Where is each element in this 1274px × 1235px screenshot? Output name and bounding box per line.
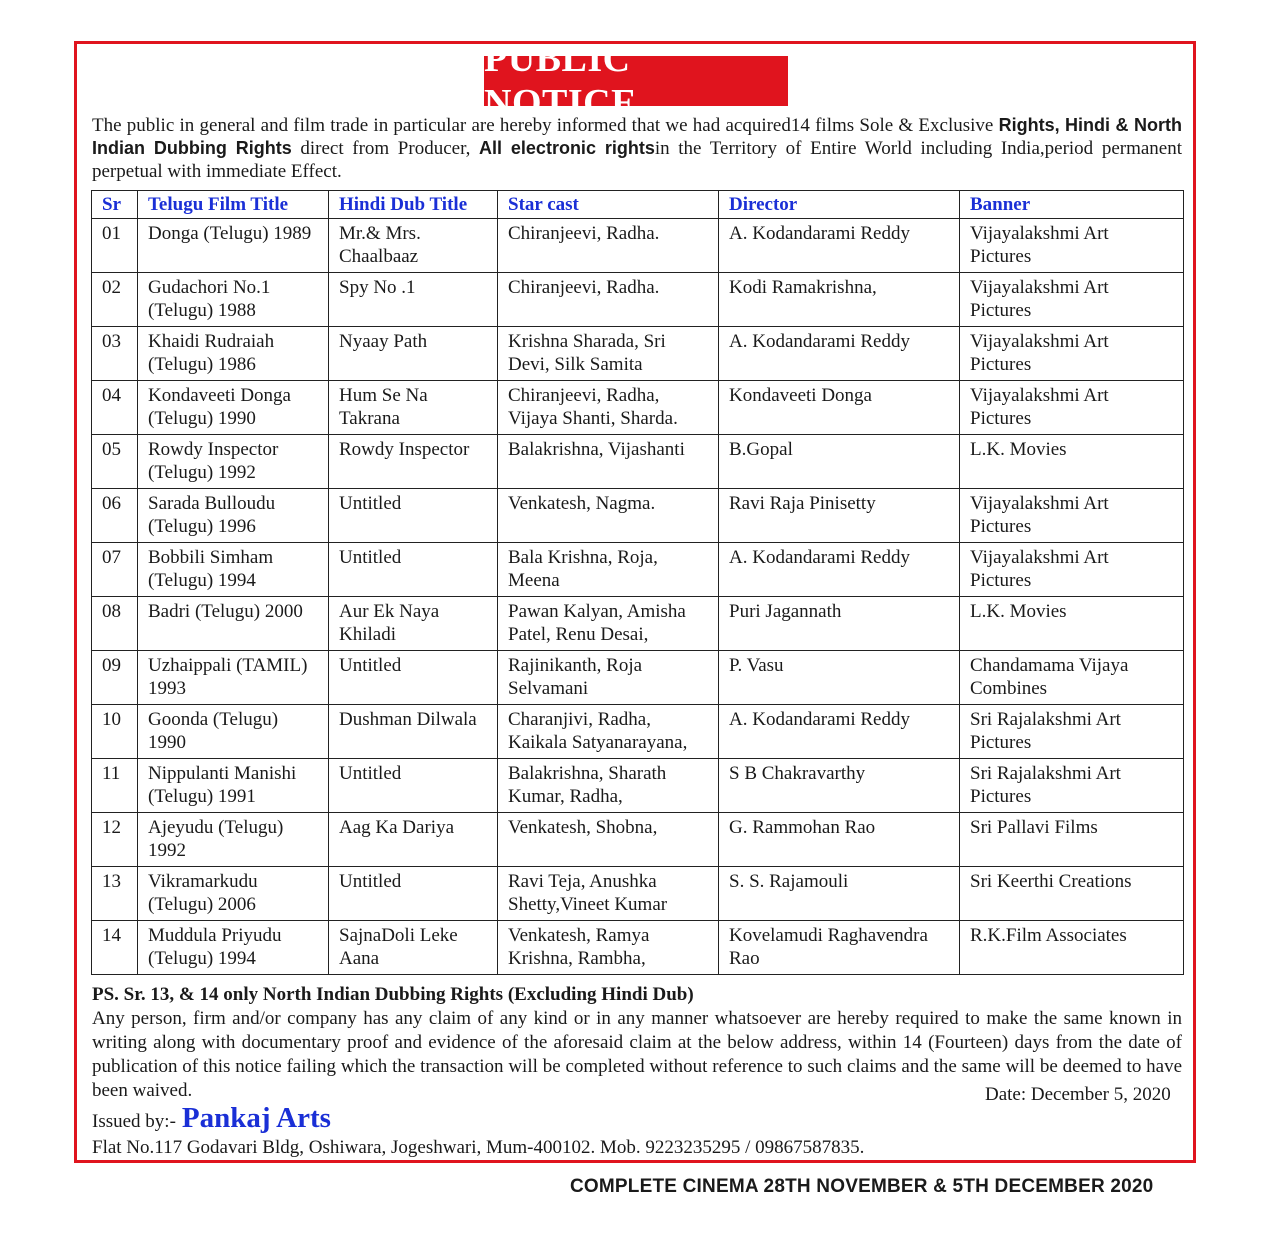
header-telugu-title: Telugu Film Title [138,191,329,219]
table-row [92,921,1184,975]
row-sr: 04 [92,381,138,435]
row-star-cast: Venkatesh, Nagma. [498,489,719,543]
intro-paragraph [92,114,1182,183]
row-hindi-title: Untitled [329,651,498,705]
row-banner: Vijayalakshmi Art Pictures [960,219,1184,273]
row-banner: Vijayalakshmi Art Pictures [960,327,1184,381]
row-star-cast: Charanjivi, Radha, Kaikala Satyanarayana, [498,705,719,759]
row-star-cast: Balakrishna, Vijashanti [498,435,719,489]
header-hindi-title: Hindi Dub Title [329,191,498,219]
intro-text-1: The public in general and film trade in particular are hereby informed that we had acquired14 films Sole & Exclusive [92,115,999,136]
notice-date: Date: December 5, 2020 [985,1084,1171,1105]
table-row [92,597,1184,651]
row-banner: R.K.Film Associates [960,921,1184,975]
row-hindi-title: Rowdy Inspector [329,435,498,489]
row-director: A. Kodandarami Reddy [719,705,960,759]
row-sr: 06 [92,489,138,543]
row-star-cast: Pawan Kalyan, Amisha Patel, Renu Desai, [498,597,719,651]
table-header-row [92,191,1184,219]
intro-bold-1: Rights, Hindi & North Indian Dubbing Rights [92,115,1183,158]
row-sr: 11 [92,759,138,813]
row-director: Kodi Ramakrishna, [719,273,960,327]
table-row [92,705,1184,759]
row-telugu-title: Sarada Bulloudu (Telugu) 1996 [138,489,329,543]
table-row [92,759,1184,813]
row-telugu-title: Nippulanti Manishi (Telugu) 1991 [138,759,329,813]
header-star-cast: Star cast [498,191,719,219]
row-director: A. Kodandarami Reddy [719,327,960,381]
row-sr: 13 [92,867,138,921]
row-banner: L.K. Movies [960,597,1184,651]
row-hindi-title: Aur Ek Naya Khiladi [329,597,498,651]
films-table [91,190,1184,975]
issuer-address: Flat No.117 Godavari Bldg, Oshiwara, Jogeshwari, Mum-400102. Mob. 9223235295 / 09867587835. [92,1137,865,1158]
issued-label: Issued by:- [92,1111,176,1132]
row-star-cast: Chiranjeevi, Radha. [498,273,719,327]
issuer-name: Pankaj Arts [181,1102,331,1134]
table-row [92,651,1184,705]
row-director: Puri Jagannath [719,597,960,651]
row-sr: 14 [92,921,138,975]
row-banner: Vijayalakshmi Art Pictures [960,381,1184,435]
row-hindi-title: Aag Ka Dariya [329,813,498,867]
row-star-cast: Venkatesh, Ramya Krishna, Rambha, [498,921,719,975]
table-row [92,381,1184,435]
row-banner: Vijayalakshmi Art Pictures [960,489,1184,543]
row-banner: Sri Rajalakshmi Art Pictures [960,705,1184,759]
intro-bold-2: All electronic rights [479,138,655,158]
row-hindi-title: Mr.& Mrs. Chaalbaaz [329,219,498,273]
row-banner: L.K. Movies [960,435,1184,489]
row-banner: Sri Rajalakshmi Art Pictures [960,759,1184,813]
row-sr: 05 [92,435,138,489]
table-row [92,219,1184,273]
row-telugu-title: Gudachori No.1 (Telugu) 1988 [138,273,329,327]
issued-by [92,1102,331,1135]
row-telugu-title: Bobbili Simham (Telugu) 1994 [138,543,329,597]
row-hindi-title: Untitled [329,867,498,921]
row-director: S. S. Rajamouli [719,867,960,921]
row-banner: Chandamama Vijaya Combines [960,651,1184,705]
header-director: Director [719,191,960,219]
row-telugu-title: Goonda (Telugu) 1990 [138,705,329,759]
table-row [92,867,1184,921]
row-sr: 01 [92,219,138,273]
table-row [92,813,1184,867]
row-telugu-title: Vikramarkudu (Telugu) 2006 [138,867,329,921]
row-hindi-title: Hum Se Na Takrana [329,381,498,435]
publication-footer: COMPLETE CINEMA 28TH NOVEMBER & 5TH DECEMBER 2020 [570,1176,1154,1197]
row-star-cast: Krishna Sharada, Sri Devi, Silk Samita [498,327,719,381]
row-banner: Vijayalakshmi Art Pictures [960,273,1184,327]
row-hindi-title: Nyaay Path [329,327,498,381]
intro-text-3: in the Territory of Entire World including India,period permanent perpetual with immediate Effect. [92,138,1182,182]
row-director: Ravi Raja Pinisetty [719,489,960,543]
row-director: B.Gopal [719,435,960,489]
row-banner: Sri Pallavi Films [960,813,1184,867]
row-sr: 07 [92,543,138,597]
row-director: A. Kodandarami Reddy [719,543,960,597]
ps-note: PS. Sr. 13, & 14 only North Indian Dubbing Rights (Excluding Hindi Dub) [92,984,694,1005]
row-telugu-title: Khaidi Rudraiah (Telugu) 1986 [138,327,329,381]
table-row [92,489,1184,543]
row-hindi-title: Dushman Dilwala [329,705,498,759]
header-sr: Sr [92,191,138,219]
row-telugu-title: Kondaveeti Donga (Telugu) 1990 [138,381,329,435]
row-banner: Vijayalakshmi Art Pictures [960,543,1184,597]
row-director: G. Rammohan Rao [719,813,960,867]
row-star-cast: Bala Krishna, Roja, Meena [498,543,719,597]
intro-text-2: direct from Producer, [291,138,480,159]
row-director: Kondaveeti Donga [719,381,960,435]
row-star-cast: Chiranjeevi, Radha, Vijaya Shanti, Sharda. [498,381,719,435]
notice-title: PUBLIC NOTICE [484,56,788,106]
row-hindi-title: Untitled [329,489,498,543]
row-sr: 12 [92,813,138,867]
row-telugu-title: Muddula Priyudu (Telugu) 1994 [138,921,329,975]
row-star-cast: Balakrishna, Sharath Kumar, Radha, [498,759,719,813]
table-row [92,327,1184,381]
table-row [92,435,1184,489]
row-telugu-title: Rowdy Inspector (Telugu) 1992 [138,435,329,489]
row-telugu-title: Donga (Telugu) 1989 [138,219,329,273]
row-director: A. Kodandarami Reddy [719,219,960,273]
table-row [92,543,1184,597]
row-hindi-title: SajnaDoli Leke Aana [329,921,498,975]
row-sr: 08 [92,597,138,651]
row-director: P. Vasu [719,651,960,705]
row-hindi-title: Untitled [329,759,498,813]
row-hindi-title: Spy No .1 [329,273,498,327]
row-hindi-title: Untitled [329,543,498,597]
claim-paragraph: Any person, firm and/or company has any claim of any kind or in any manner whatsoever are hereby required to make the same known in writing along with documentary proof and evidence of the aforesaid claim at the below address, within 14 (Fourteen) days from the date of publication of this notice failing which the transaction will be completed without reference to such claims and the same will be deemed to have been waived. [92,1008,1182,1101]
row-star-cast: Chiranjeevi, Radha. [498,219,719,273]
table-row [92,273,1184,327]
header-banner: Banner [960,191,1184,219]
row-star-cast: Ravi Teja, Anushka Shetty,Vineet Kumar [498,867,719,921]
row-banner: Sri Keerthi Creations [960,867,1184,921]
row-telugu-title: Ajeyudu (Telugu) 1992 [138,813,329,867]
row-director: Kovelamudi Raghavendra Rao [719,921,960,975]
row-telugu-title: Uzhaippali (TAMIL) 1993 [138,651,329,705]
row-sr: 10 [92,705,138,759]
row-star-cast: Venkatesh, Shobna, [498,813,719,867]
row-sr: 09 [92,651,138,705]
row-star-cast: Rajinikanth, Roja Selvamani [498,651,719,705]
row-sr: 02 [92,273,138,327]
row-telugu-title: Badri (Telugu) 2000 [138,597,329,651]
row-director: S B Chakravarthy [719,759,960,813]
row-sr: 03 [92,327,138,381]
